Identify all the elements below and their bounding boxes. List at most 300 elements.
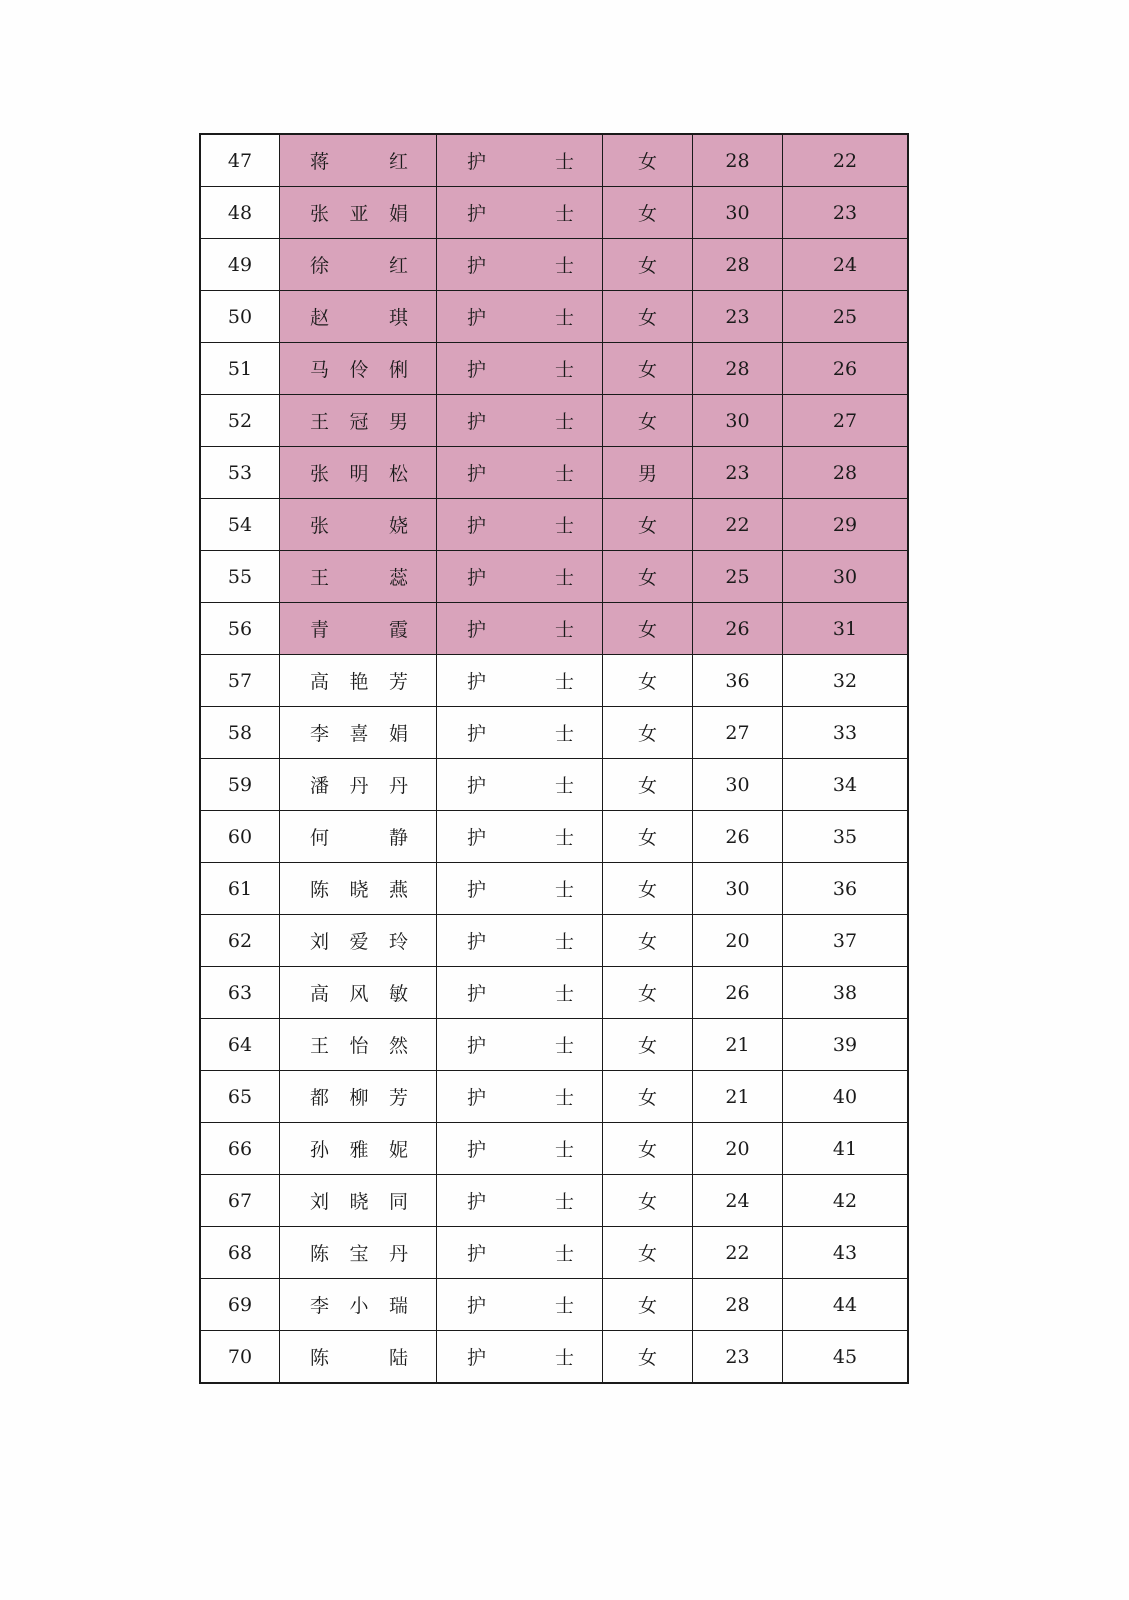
rank-cell: 30 — [783, 551, 909, 603]
rank-cell: 35 — [783, 811, 909, 863]
name-text — [280, 1135, 436, 1162]
sex-cell: 女 — [603, 759, 693, 811]
row-number-cell: 66 — [200, 1123, 280, 1175]
title-cell — [437, 343, 603, 395]
name-cell — [280, 551, 437, 603]
name-cell — [280, 239, 437, 291]
name-char: 静 — [388, 827, 408, 849]
table-row — [200, 967, 908, 1019]
name-char: 男 — [388, 411, 408, 433]
name-char: 娟 — [388, 203, 408, 225]
name-char: 张 — [310, 463, 330, 485]
name-cell — [280, 603, 437, 655]
table-row — [200, 707, 908, 759]
title-cell — [437, 1175, 603, 1227]
title-text — [437, 823, 602, 850]
rank-cell: 24 — [783, 239, 909, 291]
rank-cell: 26 — [783, 343, 909, 395]
age-cell: 28 — [693, 134, 783, 187]
title-char: 士 — [554, 515, 574, 537]
title-char: 士 — [554, 1191, 574, 1213]
name-text — [280, 927, 436, 954]
title-cell — [437, 187, 603, 239]
title-cell — [437, 239, 603, 291]
rank-cell: 36 — [783, 863, 909, 915]
name-char: 王 — [310, 411, 330, 433]
table-row — [200, 1331, 908, 1384]
row-number-cell: 50 — [200, 291, 280, 343]
title-char: 护 — [467, 879, 487, 901]
title-char: 士 — [554, 411, 574, 433]
name-char: 芳 — [388, 1087, 408, 1109]
title-char: 护 — [467, 1191, 487, 1213]
name-cell — [280, 863, 437, 915]
table-row — [200, 655, 908, 707]
name-cell — [280, 811, 437, 863]
title-text — [437, 1083, 602, 1110]
name-char: 艳 — [349, 671, 369, 693]
title-char: 护 — [467, 931, 487, 953]
title-text — [437, 719, 602, 746]
rank-cell: 22 — [783, 134, 909, 187]
rank-cell: 31 — [783, 603, 909, 655]
row-number-cell: 64 — [200, 1019, 280, 1071]
title-text — [437, 1187, 602, 1214]
title-char: 护 — [467, 1295, 487, 1317]
name-text — [280, 563, 436, 590]
name-text — [280, 771, 436, 798]
name-char: 敏 — [388, 983, 408, 1005]
rank-cell: 23 — [783, 187, 909, 239]
sex-cell: 女 — [603, 1279, 693, 1331]
table-row — [200, 395, 908, 447]
title-cell — [437, 759, 603, 811]
name-cell — [280, 134, 437, 187]
sex-cell: 男 — [603, 447, 693, 499]
row-number-cell: 68 — [200, 1227, 280, 1279]
name-char: 丹 — [388, 1243, 408, 1265]
age-cell: 26 — [693, 811, 783, 863]
title-char: 护 — [467, 255, 487, 277]
age-cell: 30 — [693, 863, 783, 915]
name-char: 晓 — [349, 879, 369, 901]
title-char: 士 — [554, 567, 574, 589]
name-char: 芳 — [388, 671, 408, 693]
sex-cell: 女 — [603, 343, 693, 395]
name-cell — [280, 395, 437, 447]
age-cell: 22 — [693, 499, 783, 551]
sex-cell: 女 — [603, 1019, 693, 1071]
rank-cell: 33 — [783, 707, 909, 759]
age-cell: 27 — [693, 707, 783, 759]
table-row — [200, 759, 908, 811]
name-char: 霞 — [388, 619, 408, 641]
name-cell — [280, 343, 437, 395]
name-text — [280, 875, 436, 902]
title-cell — [437, 915, 603, 967]
age-cell: 22 — [693, 1227, 783, 1279]
table-row — [200, 1279, 908, 1331]
name-char: 同 — [388, 1191, 408, 1213]
rank-cell: 25 — [783, 291, 909, 343]
title-char: 护 — [467, 671, 487, 693]
age-cell: 28 — [693, 343, 783, 395]
name-cell — [280, 187, 437, 239]
rank-cell: 40 — [783, 1071, 909, 1123]
age-cell: 30 — [693, 759, 783, 811]
title-text — [437, 459, 602, 486]
name-char: 柳 — [349, 1087, 369, 1109]
name-cell — [280, 1279, 437, 1331]
age-cell: 36 — [693, 655, 783, 707]
title-char: 护 — [467, 1347, 487, 1369]
sex-cell: 女 — [603, 499, 693, 551]
title-text — [437, 1135, 602, 1162]
rank-cell: 34 — [783, 759, 909, 811]
sex-cell: 女 — [603, 1175, 693, 1227]
name-char: 蒋 — [310, 151, 330, 173]
title-char: 士 — [554, 723, 574, 745]
table-row — [200, 551, 908, 603]
rank-cell: 28 — [783, 447, 909, 499]
name-char: 赵 — [310, 307, 330, 329]
rank-cell: 39 — [783, 1019, 909, 1071]
title-char: 护 — [467, 619, 487, 641]
table-row — [200, 499, 908, 551]
name-text — [280, 1343, 436, 1370]
row-number-cell: 53 — [200, 447, 280, 499]
title-text — [437, 615, 602, 642]
title-text — [437, 1291, 602, 1318]
name-char: 爱 — [349, 931, 369, 953]
name-char: 伶 — [349, 359, 369, 381]
age-cell: 20 — [693, 915, 783, 967]
sex-cell: 女 — [603, 1071, 693, 1123]
sex-cell: 女 — [603, 707, 693, 759]
title-char: 士 — [554, 1087, 574, 1109]
name-char: 雅 — [349, 1139, 369, 1161]
title-text — [437, 771, 602, 798]
name-char: 刘 — [310, 1191, 330, 1213]
row-number-cell: 61 — [200, 863, 280, 915]
name-text — [280, 1031, 436, 1058]
name-char: 刘 — [310, 931, 330, 953]
table-row — [200, 1071, 908, 1123]
row-number-cell: 49 — [200, 239, 280, 291]
name-char: 松 — [388, 463, 408, 485]
rank-cell: 32 — [783, 655, 909, 707]
sex-cell: 女 — [603, 291, 693, 343]
title-cell — [437, 291, 603, 343]
name-cell — [280, 1175, 437, 1227]
row-number-cell: 54 — [200, 499, 280, 551]
name-char: 晓 — [349, 1191, 369, 1213]
name-text — [280, 1291, 436, 1318]
age-cell: 20 — [693, 1123, 783, 1175]
sex-cell: 女 — [603, 134, 693, 187]
rank-cell: 29 — [783, 499, 909, 551]
title-text — [437, 563, 602, 590]
row-number-cell: 67 — [200, 1175, 280, 1227]
title-char: 士 — [554, 463, 574, 485]
name-cell — [280, 1019, 437, 1071]
name-text — [280, 147, 436, 174]
title-char: 士 — [554, 931, 574, 953]
row-number-cell: 47 — [200, 134, 280, 187]
name-char: 何 — [310, 827, 330, 849]
title-text — [437, 667, 602, 694]
title-text — [437, 147, 602, 174]
name-cell — [280, 291, 437, 343]
name-char: 然 — [388, 1035, 408, 1057]
title-cell — [437, 1071, 603, 1123]
staff-roster-table — [199, 133, 909, 1384]
title-char: 护 — [467, 1035, 487, 1057]
name-text — [280, 251, 436, 278]
row-number-cell: 62 — [200, 915, 280, 967]
name-char: 娟 — [388, 723, 408, 745]
title-char: 护 — [467, 723, 487, 745]
title-char: 护 — [467, 463, 487, 485]
title-text — [437, 875, 602, 902]
name-char: 王 — [310, 1035, 330, 1057]
name-cell — [280, 1123, 437, 1175]
title-char: 护 — [467, 983, 487, 1005]
sex-cell: 女 — [603, 395, 693, 447]
title-cell — [437, 603, 603, 655]
row-number-cell: 55 — [200, 551, 280, 603]
title-char: 士 — [554, 1295, 574, 1317]
row-number-cell: 52 — [200, 395, 280, 447]
title-cell — [437, 1019, 603, 1071]
rank-cell: 38 — [783, 967, 909, 1019]
name-text — [280, 1187, 436, 1214]
age-cell: 23 — [693, 291, 783, 343]
row-number-cell: 48 — [200, 187, 280, 239]
name-cell — [280, 1331, 437, 1384]
row-number-cell: 59 — [200, 759, 280, 811]
name-char: 风 — [349, 983, 369, 1005]
table-row — [200, 1175, 908, 1227]
name-cell — [280, 759, 437, 811]
age-cell: 25 — [693, 551, 783, 603]
name-char: 琪 — [388, 307, 408, 329]
title-char: 士 — [554, 1347, 574, 1369]
name-text — [280, 199, 436, 226]
title-char: 护 — [467, 359, 487, 381]
name-char: 娆 — [388, 515, 408, 537]
age-cell: 26 — [693, 603, 783, 655]
title-char: 护 — [467, 515, 487, 537]
title-char: 护 — [467, 1139, 487, 1161]
sex-cell: 女 — [603, 967, 693, 1019]
title-cell — [437, 499, 603, 551]
name-char: 马 — [310, 359, 330, 381]
title-char: 护 — [467, 827, 487, 849]
title-cell — [437, 551, 603, 603]
rank-cell: 27 — [783, 395, 909, 447]
name-cell — [280, 1071, 437, 1123]
row-number-cell: 70 — [200, 1331, 280, 1384]
title-char: 护 — [467, 307, 487, 329]
sex-cell: 女 — [603, 239, 693, 291]
name-char: 都 — [310, 1087, 330, 1109]
table-row — [200, 447, 908, 499]
name-char: 张 — [310, 515, 330, 537]
title-text — [437, 927, 602, 954]
title-text — [437, 1239, 602, 1266]
age-cell: 24 — [693, 1175, 783, 1227]
name-char: 徐 — [310, 255, 330, 277]
table-row — [200, 811, 908, 863]
rank-cell: 44 — [783, 1279, 909, 1331]
name-char: 瑞 — [388, 1295, 408, 1317]
name-char: 玲 — [388, 931, 408, 953]
title-char: 护 — [467, 203, 487, 225]
name-text — [280, 823, 436, 850]
name-char: 明 — [349, 463, 369, 485]
name-char: 俐 — [388, 359, 408, 381]
row-number-cell: 57 — [200, 655, 280, 707]
title-cell — [437, 1227, 603, 1279]
name-char: 冠 — [349, 411, 369, 433]
rank-cell: 45 — [783, 1331, 909, 1384]
name-char: 喜 — [349, 723, 369, 745]
age-cell: 21 — [693, 1071, 783, 1123]
name-char: 怡 — [349, 1035, 369, 1057]
name-char: 宝 — [349, 1243, 369, 1265]
name-cell — [280, 447, 437, 499]
sex-cell: 女 — [603, 863, 693, 915]
title-cell — [437, 447, 603, 499]
title-cell — [437, 811, 603, 863]
title-text — [437, 355, 602, 382]
age-cell: 23 — [693, 1331, 783, 1384]
title-cell — [437, 863, 603, 915]
age-cell: 30 — [693, 395, 783, 447]
age-cell: 26 — [693, 967, 783, 1019]
name-text — [280, 615, 436, 642]
title-char: 护 — [467, 567, 487, 589]
name-text — [280, 303, 436, 330]
name-cell — [280, 1227, 437, 1279]
sex-cell: 女 — [603, 187, 693, 239]
age-cell: 23 — [693, 447, 783, 499]
title-text — [437, 1343, 602, 1370]
name-char: 张 — [310, 203, 330, 225]
row-number-cell: 63 — [200, 967, 280, 1019]
title-char: 士 — [554, 1243, 574, 1265]
sex-cell: 女 — [603, 1227, 693, 1279]
table-row — [200, 187, 908, 239]
title-cell — [437, 134, 603, 187]
name-text — [280, 511, 436, 538]
sex-cell: 女 — [603, 603, 693, 655]
sex-cell: 女 — [603, 655, 693, 707]
title-text — [437, 511, 602, 538]
title-text — [437, 407, 602, 434]
name-text — [280, 719, 436, 746]
table-row — [200, 239, 908, 291]
name-char: 陈 — [310, 1347, 330, 1369]
name-char: 燕 — [388, 879, 408, 901]
title-char: 士 — [554, 879, 574, 901]
name-text — [280, 667, 436, 694]
table-row — [200, 1123, 908, 1175]
name-text — [280, 407, 436, 434]
name-char: 陆 — [388, 1347, 408, 1369]
title-cell — [437, 655, 603, 707]
title-char: 护 — [467, 1243, 487, 1265]
name-cell — [280, 707, 437, 759]
table-row — [200, 134, 908, 187]
name-cell — [280, 499, 437, 551]
name-char: 孙 — [310, 1139, 330, 1161]
title-cell — [437, 1279, 603, 1331]
row-number-cell: 60 — [200, 811, 280, 863]
name-char: 陈 — [310, 879, 330, 901]
name-char: 陈 — [310, 1243, 330, 1265]
rank-cell: 37 — [783, 915, 909, 967]
title-char: 士 — [554, 775, 574, 797]
name-text — [280, 459, 436, 486]
sex-cell: 女 — [603, 551, 693, 603]
table-row — [200, 1019, 908, 1071]
name-char: 青 — [310, 619, 330, 641]
table-row — [200, 1227, 908, 1279]
title-char: 士 — [554, 359, 574, 381]
title-char: 士 — [554, 307, 574, 329]
title-text — [437, 251, 602, 278]
title-char: 护 — [467, 775, 487, 797]
title-char: 士 — [554, 671, 574, 693]
name-char: 李 — [310, 1295, 330, 1317]
name-text — [280, 979, 436, 1006]
title-cell — [437, 1331, 603, 1384]
row-number-cell: 65 — [200, 1071, 280, 1123]
name-char: 红 — [388, 151, 408, 173]
name-char: 李 — [310, 723, 330, 745]
name-cell — [280, 915, 437, 967]
name-cell — [280, 655, 437, 707]
row-number-cell: 58 — [200, 707, 280, 759]
age-cell: 30 — [693, 187, 783, 239]
name-char: 王 — [310, 567, 330, 589]
name-char: 高 — [310, 671, 330, 693]
name-char: 潘 — [310, 775, 330, 797]
table-row — [200, 291, 908, 343]
name-text — [280, 1083, 436, 1110]
title-cell — [437, 967, 603, 1019]
name-text — [280, 1239, 436, 1266]
rank-cell: 42 — [783, 1175, 909, 1227]
name-char: 小 — [349, 1295, 369, 1317]
name-char: 丹 — [349, 775, 369, 797]
title-char: 士 — [554, 983, 574, 1005]
title-text — [437, 1031, 602, 1058]
age-cell: 21 — [693, 1019, 783, 1071]
roster-body — [200, 134, 908, 1383]
sex-cell: 女 — [603, 1331, 693, 1384]
rank-cell: 43 — [783, 1227, 909, 1279]
name-char: 红 — [388, 255, 408, 277]
name-char: 亚 — [349, 203, 369, 225]
title-char: 士 — [554, 1035, 574, 1057]
sex-cell: 女 — [603, 1123, 693, 1175]
title-char: 护 — [467, 411, 487, 433]
title-text — [437, 979, 602, 1006]
name-char: 蕊 — [388, 567, 408, 589]
